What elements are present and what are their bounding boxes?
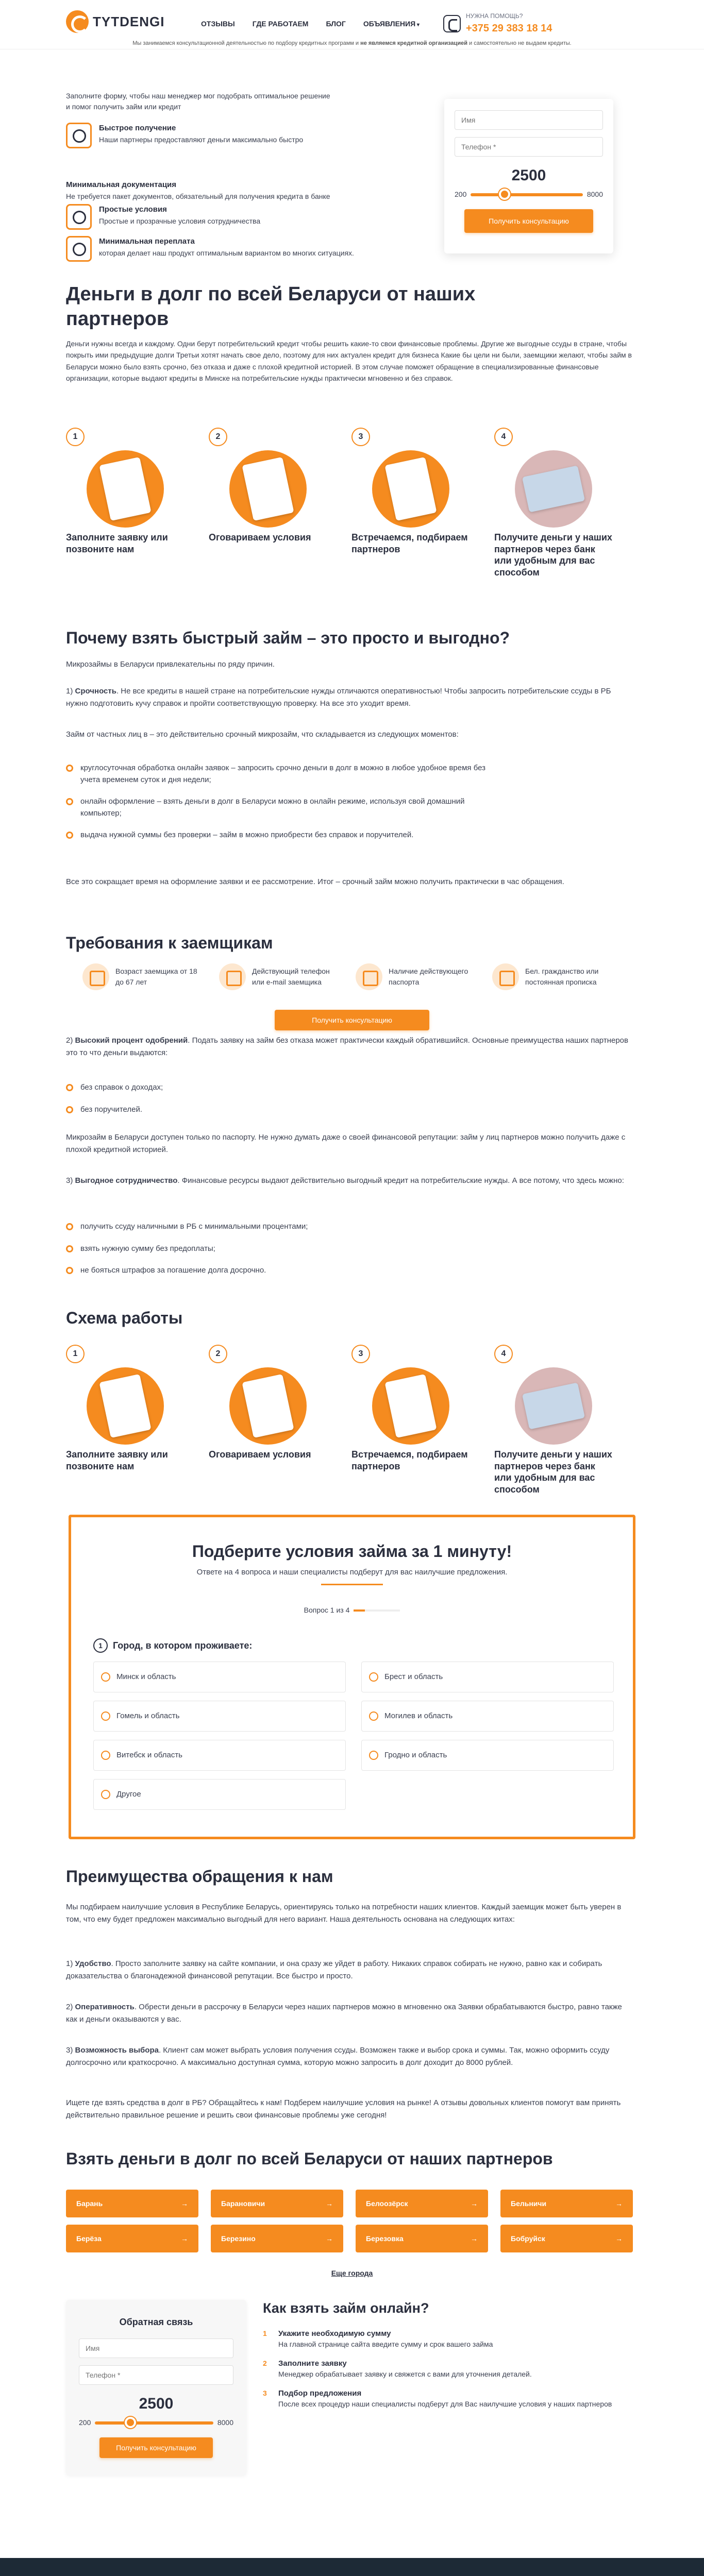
city-link[interactable] bbox=[500, 2225, 633, 2252]
radio-icon[interactable] bbox=[369, 1751, 378, 1760]
feature-text: которая делает наш продукт оптимальным вариантом во многих ситуациях. bbox=[99, 248, 354, 257]
why-p4: Все это сокращает время на оформление заявки и ее рассмотрение. Итог – срочный займ можно получить практически в час обращения. bbox=[66, 877, 564, 886]
step-number: 1 bbox=[66, 428, 85, 446]
phone-icon bbox=[219, 963, 246, 990]
para-text: . Подать заявку на займ без отказа может практически каждый обратившийся. Основные преимущества наших партнеров это то что деньги выдаются: bbox=[66, 1036, 628, 1057]
quiz-options bbox=[93, 1662, 614, 1810]
how-step-number: 3 bbox=[263, 2388, 267, 2397]
how-step-text: После всех процедур наши специалисты подберут для Вас наилучшие условия у наших партнеров bbox=[278, 2400, 612, 2409]
quiz-counter: Вопрос 1 из 4 bbox=[304, 1606, 350, 1614]
requirements-title: Требования к заемщикам bbox=[66, 934, 273, 952]
feature-title: Простые условия bbox=[99, 205, 167, 214]
bullet-icon bbox=[66, 1106, 73, 1113]
step-1 bbox=[66, 1345, 209, 1495]
name-input[interactable] bbox=[455, 110, 603, 130]
how-step-text: Менеджер обрабатывает заявку и свяжется с вами для уточнения деталей. bbox=[278, 2370, 532, 2379]
city-label: Бобруйск bbox=[511, 2234, 545, 2243]
disclaimer-text: Мы занимаемся консультационной деятельностью по подбору кредитных программ и bbox=[132, 40, 359, 46]
option-other[interactable] bbox=[93, 1779, 346, 1810]
disclaimer-bold: не являемся кредитной организацией bbox=[360, 40, 467, 46]
main-title: Деньги в долг по всей Беларуси от наших партнеров bbox=[66, 283, 476, 330]
list-item bbox=[66, 1104, 638, 1116]
req-p2: Микрозайм в Беларуси доступен только по паспорту. Не нужно думать даже о своей финансовой репутации: займ у лиц партнеров можно получить даже с плохой кредитной историей. bbox=[66, 1133, 626, 1154]
para-bold: Возможность выбора bbox=[75, 2046, 159, 2055]
option-label: Витебск и область bbox=[116, 1750, 182, 1759]
step-1 bbox=[66, 428, 209, 578]
question-text: Город, в котором проживаете: bbox=[113, 1640, 253, 1651]
arrow-right-icon: → bbox=[181, 2234, 188, 2243]
list-item-text: без поручителей. bbox=[80, 1105, 142, 1114]
adv-p3 bbox=[66, 2001, 633, 2026]
para-number: 2) bbox=[66, 2003, 73, 2011]
list-item bbox=[66, 1243, 638, 1255]
amount-value: 2500 bbox=[511, 167, 546, 184]
passport-icon bbox=[356, 963, 382, 990]
city-link[interactable] bbox=[211, 2190, 343, 2217]
list-item bbox=[66, 1082, 638, 1094]
para-bold: Выгодное сотрудничество bbox=[75, 1176, 178, 1185]
radio-icon[interactable] bbox=[101, 1790, 110, 1799]
city-label: Белоозёрск bbox=[366, 2199, 408, 2208]
city-label: Березино bbox=[221, 2234, 256, 2243]
adv-p4 bbox=[66, 2044, 633, 2069]
step-number: 2 bbox=[209, 428, 227, 446]
feature-title: Минимальная переплата bbox=[99, 237, 195, 246]
help-phone-link[interactable]: +375 29 383 18 14 bbox=[466, 23, 552, 34]
help-contact bbox=[443, 11, 552, 36]
quiz-progress bbox=[71, 1605, 633, 1616]
arrow-right-icon: → bbox=[326, 2234, 333, 2243]
step-2 bbox=[209, 1345, 351, 1495]
feedback-title: Обратная связь bbox=[119, 2317, 193, 2327]
step-label: Заполните заявку или позвоните нам bbox=[66, 1449, 168, 1471]
para-bold: Высокий процент одобрений bbox=[75, 1036, 188, 1045]
option-label: Брест и область bbox=[384, 1672, 443, 1681]
why-p2 bbox=[66, 685, 633, 710]
list-item bbox=[66, 796, 489, 819]
para-number: 3) bbox=[66, 1176, 73, 1185]
header-disclaimer bbox=[0, 39, 704, 48]
bullet-icon bbox=[66, 765, 73, 772]
requirement-passport bbox=[356, 963, 479, 990]
meeting-illustration bbox=[372, 1367, 449, 1445]
why-title: Почему взять быстрый займ – это просто и выгодно? bbox=[66, 629, 510, 647]
nav-reviews[interactable]: ОТЗЫВЫ bbox=[201, 20, 235, 28]
city-link[interactable] bbox=[66, 2225, 198, 2252]
requirement-text: Бел. гражданство или постоянная прописка bbox=[525, 967, 599, 986]
requirement-age bbox=[82, 963, 206, 990]
radio-icon[interactable] bbox=[101, 1751, 110, 1760]
para-number: 2) bbox=[66, 1036, 73, 1045]
feedback-form bbox=[66, 2300, 246, 2475]
slider-max: 8000 bbox=[586, 190, 603, 198]
arrow-right-icon: → bbox=[471, 2234, 478, 2243]
step-label: Встречаемся, подбираем партнеров bbox=[351, 1449, 468, 1471]
list-item-text: без справок о доходах; bbox=[80, 1083, 163, 1092]
bullet-icon bbox=[66, 1267, 73, 1274]
amount-slider[interactable] bbox=[455, 189, 603, 200]
phone-icon bbox=[443, 15, 461, 32]
feedback-amount: 2500 bbox=[139, 2395, 174, 2412]
cities-grid bbox=[66, 2190, 633, 2252]
step-label: Оговариваем условия bbox=[209, 1449, 311, 1460]
bullet-icon bbox=[66, 798, 73, 805]
option-minsk[interactable] bbox=[93, 1662, 346, 1692]
money-illustration bbox=[515, 1367, 592, 1445]
handshake-icon bbox=[66, 204, 92, 230]
how-step-title: Заполните заявку bbox=[278, 2359, 347, 2368]
requirement-text: Действующий телефон или e-mail заемщика bbox=[252, 967, 330, 986]
adv-p5: Ищете где взять средства в долг в РБ? Обращайтесь к нам! Подберем наилучшие условия на рынке! А отзывы довольных клиентов помогут вам принять действительно правильное решение и решить свои финансовые проблемы уже сегодня! bbox=[66, 2098, 621, 2120]
main-nav bbox=[201, 19, 420, 29]
help-title: НУЖНА ПОМОЩЬ? bbox=[466, 12, 523, 20]
arrow-right-icon: → bbox=[615, 2234, 623, 2243]
nav-where-we-work[interactable]: ГДЕ РАБОТАЕМ bbox=[252, 20, 309, 28]
house-icon bbox=[492, 963, 519, 990]
city-label: Бельничи bbox=[511, 2199, 547, 2208]
feature-text: Наши партнеры предоставляют деньги максимально быстро bbox=[99, 135, 304, 144]
disclaimer-text-end: и самостоятельно не выдаем кредиты. bbox=[469, 40, 572, 46]
site-header bbox=[0, 0, 704, 49]
how-title: Как взять займ онлайн? bbox=[263, 2300, 429, 2316]
hero-intro: Заполните форму, чтобы наш менеджер мог подобрать оптимальное решение и помог получить займ или кредит bbox=[66, 92, 330, 111]
step-number: 1 bbox=[66, 1345, 85, 1363]
list-item-text: онлайн оформление – взять деньги в долг в Беларуси можно в онлайн режиме, используя свой домашний компьютер; bbox=[80, 797, 465, 818]
req-p1 bbox=[66, 1035, 633, 1059]
city-link[interactable] bbox=[356, 2190, 488, 2217]
advantages-title: Преимущества обращения к нам bbox=[66, 1867, 333, 1886]
slider-min: 200 bbox=[455, 190, 467, 198]
slider-track[interactable] bbox=[95, 2421, 213, 2425]
feature-docs bbox=[66, 179, 355, 202]
money-illustration bbox=[515, 450, 592, 528]
phone-form-illustration bbox=[87, 1367, 164, 1445]
para-text: . Обрести деньги в рассрочку в Беларуси через наших партнеров можно в мгновенно ока Заявки обрабатываются быстро, равно также как и деньги оказываются у вас. bbox=[66, 2003, 622, 2024]
document-illustration bbox=[229, 450, 307, 528]
para-number: 1) bbox=[66, 687, 73, 696]
city-link[interactable] bbox=[66, 2190, 198, 2217]
radio-icon[interactable] bbox=[369, 1672, 378, 1682]
city-link[interactable] bbox=[500, 2190, 633, 2217]
logo-text: TYTDENGI bbox=[93, 13, 165, 29]
feature-fast bbox=[66, 123, 355, 148]
clock-icon bbox=[66, 123, 92, 148]
list-item bbox=[66, 1265, 638, 1277]
option-label: Гродно и область bbox=[384, 1750, 447, 1759]
para-bold: Срочность bbox=[75, 687, 116, 696]
how-step-text: На главной странице сайта введите сумму и срок вашего займа bbox=[278, 2340, 493, 2349]
how-step bbox=[263, 2328, 618, 2350]
how-step-number: 2 bbox=[263, 2359, 267, 2367]
req-p3 bbox=[66, 1175, 633, 1187]
document-illustration bbox=[229, 1367, 307, 1445]
slider-handle[interactable] bbox=[125, 2417, 136, 2428]
option-mogilev[interactable] bbox=[361, 1701, 614, 1732]
quiz-subtitle: Ответе на 4 вопроса и наши специалисты подберут для вас наилучшие предложения. bbox=[196, 1568, 508, 1577]
requirement-phone bbox=[219, 963, 343, 990]
phone-form-illustration bbox=[87, 450, 164, 528]
slider-max: 8000 bbox=[217, 2418, 233, 2427]
hero-form bbox=[444, 99, 613, 253]
quiz-panel bbox=[69, 1515, 635, 1839]
logo-icon bbox=[66, 10, 89, 33]
requirement-citizenship bbox=[492, 963, 616, 990]
consult-button[interactable]: Получить консультацию bbox=[464, 209, 593, 233]
feedback-submit-button[interactable]: Получить консультацию bbox=[99, 2437, 213, 2458]
feature-title: Минимальная документация bbox=[66, 180, 177, 189]
slider-min: 200 bbox=[79, 2418, 91, 2427]
city-label: Барань bbox=[76, 2199, 103, 2208]
para-bold: Удобство bbox=[75, 1959, 111, 1968]
feature-text: Простые и прозрачные условия сотрудничества bbox=[99, 216, 261, 225]
feedback-slider[interactable] bbox=[79, 2417, 233, 2428]
list-item-text: выдача нужной суммы без проверки – займ в можно приобрести без справок и поручителей. bbox=[80, 831, 414, 839]
list-item-text: получить ссуду наличными в РБ с минимальными процентами; bbox=[80, 1222, 308, 1231]
step-label: Получите деньги у наших партнеров через банк или удобным для вас способом bbox=[494, 1449, 612, 1495]
step-4 bbox=[494, 428, 637, 578]
how-step bbox=[263, 2358, 618, 2380]
city-label: Березовка bbox=[366, 2234, 404, 2243]
step-number: 4 bbox=[494, 428, 513, 446]
bullet-icon bbox=[66, 1245, 73, 1252]
radio-icon[interactable] bbox=[101, 1672, 110, 1682]
percent-icon bbox=[66, 236, 92, 262]
para-bold: Оперативность bbox=[75, 2003, 135, 2011]
radio-icon[interactable] bbox=[101, 1711, 110, 1721]
steps-list bbox=[66, 428, 638, 578]
step-number: 2 bbox=[209, 1345, 227, 1363]
feedback-phone-input[interactable] bbox=[79, 2365, 233, 2385]
step-2 bbox=[209, 428, 351, 578]
radio-icon[interactable] bbox=[369, 1711, 378, 1721]
option-brest[interactable] bbox=[361, 1662, 614, 1692]
how-step bbox=[263, 2388, 618, 2410]
option-grodno[interactable] bbox=[361, 1740, 614, 1771]
feature-title: Быстрое получение bbox=[99, 124, 176, 132]
step-label: Получите деньги у наших партнеров через банк или удобным для вас способом bbox=[494, 532, 612, 578]
list-item-text: не бояться штрафов за погашение долга досрочно. bbox=[80, 1266, 266, 1275]
site-footer bbox=[0, 2558, 704, 2576]
arrow-right-icon: → bbox=[615, 2199, 623, 2208]
quiz-title: Подберите условия займа за 1 минуту! bbox=[192, 1542, 512, 1561]
step-4 bbox=[494, 1345, 637, 1495]
req-bullets-2 bbox=[66, 1221, 638, 1277]
para-text: . Просто заполните заявку на сайте компании, и она сразу же уйдет в работу. Никаких справок собирать не нужно, равно как и собирать доказательства о благонадежной финансовой репутации. Все быстро и просто. bbox=[66, 1959, 602, 1980]
more-cities-link[interactable]: Еще города bbox=[331, 2269, 373, 2277]
arrow-right-icon: → bbox=[181, 2199, 188, 2208]
why-bullets bbox=[66, 762, 489, 841]
meeting-illustration bbox=[372, 450, 449, 528]
step-label: Оговариваем условия bbox=[209, 532, 311, 543]
step-number: 4 bbox=[494, 1345, 513, 1363]
bullet-icon bbox=[66, 832, 73, 839]
requirement-text: Наличие действующего паспорта bbox=[389, 967, 468, 986]
how-step-title: Укажите необходимую сумму bbox=[278, 2329, 391, 2338]
arrow-right-icon: → bbox=[471, 2199, 478, 2208]
list-item-text: взять нужную сумму без предоплаты; bbox=[80, 1244, 215, 1253]
title-underline bbox=[321, 1584, 383, 1585]
calendar-icon bbox=[82, 963, 109, 990]
adv-p2 bbox=[66, 1958, 633, 1982]
para-number: 1) bbox=[66, 1959, 73, 1968]
feature-overpay bbox=[66, 236, 355, 262]
arrow-right-icon: → bbox=[326, 2199, 333, 2208]
slider-handle[interactable] bbox=[499, 189, 510, 200]
scheme-steps bbox=[66, 1345, 638, 1495]
adv-p1: Мы подбираем наилучшие условия в Республике Беларусь, ориентируясь только на потребности наших клиентов. Каждый заемщик может быть уверен в том, что ему будет предложен максимально выгодный для него вариант. Наша деятельность основана на следующих китах: bbox=[66, 1903, 622, 1924]
option-label: Минск и область bbox=[116, 1672, 176, 1681]
why-p3: Займ от частных лиц в – это действительно срочный микрозайм, что складывается из следующих моментов: bbox=[66, 730, 459, 739]
para-text: . Не все кредиты в нашей стране на потребительские нужды отличаются оперативностью! Чтобы запросить потребительские ссуды в РБ нужно подготовить кучу справок и пройти соответствующую проверку. На все это уходит время. bbox=[66, 687, 611, 708]
feature-simple bbox=[66, 204, 355, 230]
para-text: . Финансовые ресурсы выдают действительно выгодный кредит на потребительские нужды. А все потому, что здесь можно: bbox=[177, 1176, 624, 1185]
option-vitebsk[interactable] bbox=[93, 1740, 346, 1771]
step-3 bbox=[351, 1345, 494, 1495]
question-number: 1 bbox=[93, 1638, 108, 1653]
option-label: Другое bbox=[116, 1789, 141, 1799]
nav-blog[interactable]: БЛОГ bbox=[326, 20, 346, 28]
scheme-title: Схема работы bbox=[66, 1309, 183, 1327]
cities-title: Взять деньги в долг по всей Беларуси от наших партнеров bbox=[66, 2149, 553, 2168]
option-label: Могилев и область bbox=[384, 1711, 453, 1720]
step-label: Встречаемся, подбираем партнеров bbox=[351, 532, 468, 554]
option-label: Гомель и область bbox=[116, 1711, 180, 1720]
city-link[interactable] bbox=[356, 2225, 488, 2252]
step-3 bbox=[351, 428, 494, 578]
list-item bbox=[66, 829, 489, 841]
para-text: . Клиент сам может выбрать условия получения ссуды. Возможен также и выбор срока и суммы. Так, можно оформить ссуду долгосрочно или краткосрочно. А максимально доступная сумма, которую можно запросить в долг доходит до 8000 рублей. bbox=[66, 2046, 610, 2067]
feedback-name-input[interactable] bbox=[79, 2338, 233, 2358]
option-gomel[interactable] bbox=[93, 1701, 346, 1732]
nav-announcements[interactable]: ОБЪЯВЛЕНИЯ ▾ bbox=[363, 19, 420, 29]
consult-button-2[interactable]: Получить консультацию bbox=[275, 1010, 429, 1030]
req-bullets-1 bbox=[66, 1082, 638, 1115]
list-item bbox=[66, 1221, 638, 1233]
how-step-title: Подбор предложения bbox=[278, 2388, 362, 2398]
requirement-text: Возраст заемщика от 18 до 67 лет bbox=[115, 967, 197, 986]
how-step-number: 1 bbox=[263, 2329, 267, 2337]
step-number: 3 bbox=[351, 1345, 370, 1363]
logo[interactable] bbox=[66, 10, 164, 33]
bullet-icon bbox=[66, 1084, 73, 1091]
step-label: Заполните заявку или позвоните нам bbox=[66, 532, 168, 554]
city-label: Барановичи bbox=[221, 2199, 265, 2208]
para-number: 3) bbox=[66, 2046, 73, 2055]
why-p1: Микрозаймы в Беларуси привлекательны по ряду причин. bbox=[66, 660, 275, 669]
bullet-icon bbox=[66, 1223, 73, 1230]
city-link[interactable] bbox=[211, 2225, 343, 2252]
feature-text: Не требуется пакет документов, обязательный для получения кредита в банке bbox=[66, 192, 330, 200]
quiz-question bbox=[93, 1638, 252, 1653]
how-section bbox=[263, 2298, 618, 2418]
city-label: Берёза bbox=[76, 2234, 102, 2243]
list-item bbox=[66, 762, 489, 786]
step-number: 3 bbox=[351, 428, 370, 446]
list-item-text: круглосуточная обработка онлайн заявок – запросить срочно деньги в долг в можно в любое удобное время без учета временем суток и дня недели; bbox=[80, 764, 486, 784]
main-text: Деньги нужны всегда и каждому. Одни берут потребительский кредит чтобы решить какие-то свои финансовые проблемы. Другие же выгодные ссуды в стране, чтобы покрыть ими предыдущие долги Третьи хотят начать свое дело, поэтому для них актуален кредит для бизнеса Какие бы цели ни были, заемщики желают, чтобы займ в Беларуси можно было взять срочно, без отказа и даже с плохой кредитной историей. В этом случае поможет обращение в специализированные финансовые организации, которые выдают кредиты в Минске на потребительские нужды практически мгновенно и без справок. bbox=[66, 340, 632, 383]
progress-bar bbox=[354, 1609, 400, 1612]
phone-input[interactable] bbox=[455, 137, 603, 157]
slider-track[interactable] bbox=[471, 193, 582, 196]
